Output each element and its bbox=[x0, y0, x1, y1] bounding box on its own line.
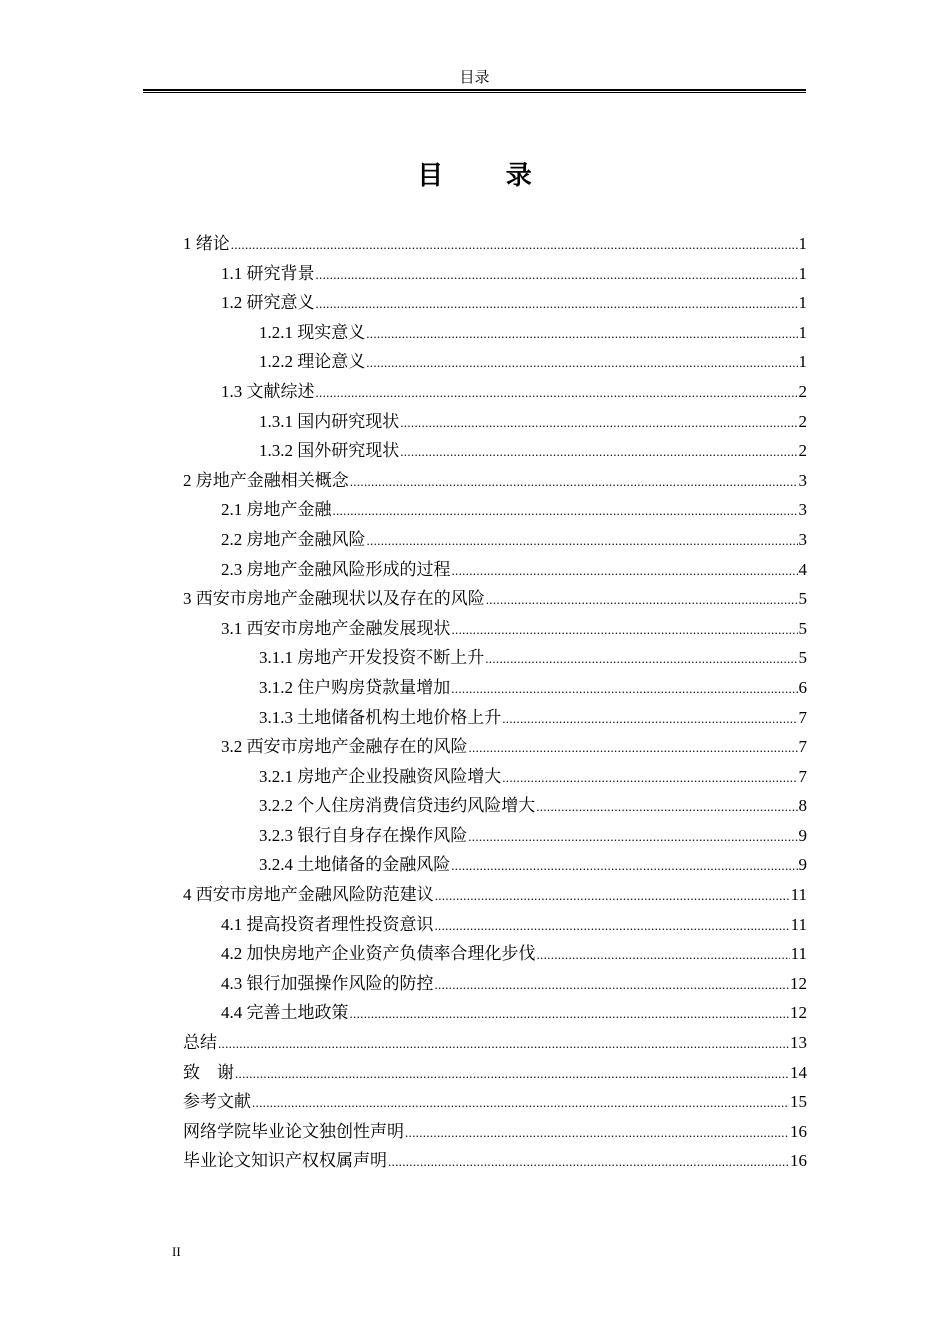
toc-entry[interactable] bbox=[183, 850, 807, 880]
toc-entry[interactable] bbox=[183, 1087, 807, 1117]
toc-entry-page: 7 bbox=[798, 707, 807, 727]
toc-entry-label: 3.2.1 房地产企业投融资风险增大 bbox=[259, 766, 502, 786]
toc-dot-leader bbox=[252, 1088, 789, 1118]
toc-entry-page: 2 bbox=[798, 411, 807, 431]
toc-entry-page: 12 bbox=[790, 973, 807, 993]
toc-dot-leader bbox=[350, 999, 790, 1029]
toc-entry-label: 4.1 提高投资者理性投资意识 bbox=[221, 914, 434, 934]
toc-entry[interactable] bbox=[183, 229, 807, 259]
toc-entry[interactable] bbox=[183, 584, 807, 614]
toc-dot-leader bbox=[452, 556, 798, 586]
toc-dot-leader bbox=[502, 704, 797, 734]
toc-dot-leader bbox=[451, 674, 797, 704]
page-number: II bbox=[172, 1244, 181, 1259]
toc-entry-page: 16 bbox=[790, 1151, 807, 1171]
toc-entry-label: 3.2 西安市房地产金融存在的风险 bbox=[221, 737, 468, 757]
toc-entry[interactable] bbox=[183, 998, 807, 1028]
header-rule bbox=[143, 89, 806, 93]
toc-entry[interactable] bbox=[183, 318, 807, 348]
toc-entry-label: 网络学院毕业论文独创性声明 bbox=[183, 1121, 404, 1141]
toc-entry[interactable] bbox=[183, 407, 807, 437]
toc-entry-page: 5 bbox=[798, 589, 807, 609]
toc-entry-page: 3 bbox=[798, 470, 807, 490]
toc-entry-page: 3 bbox=[798, 500, 807, 520]
toc-entry-page: 11 bbox=[790, 914, 807, 934]
toc-entry[interactable] bbox=[183, 880, 807, 910]
toc-entry-page: 1 bbox=[798, 352, 807, 372]
toc-entry-page: 1 bbox=[798, 293, 807, 313]
toc-entry-page: 2 bbox=[798, 381, 807, 401]
toc-dot-leader bbox=[537, 940, 790, 970]
toc-dot-leader bbox=[405, 1118, 789, 1148]
toc-entry-label: 3.2.2 个人住房消费信贷违约风险增大 bbox=[259, 796, 536, 816]
toc-entry[interactable] bbox=[183, 939, 807, 969]
toc-dot-leader bbox=[485, 644, 797, 674]
toc-entry-label: 3.1.2 住户购房贷款量增加 bbox=[259, 677, 451, 697]
toc-dot-leader bbox=[366, 348, 797, 378]
toc-entry-label: 3.1.1 房地产开发投资不断上升 bbox=[259, 648, 485, 668]
toc-entry-label: 参考文献 bbox=[183, 1092, 251, 1112]
toc-entry-label: 4.4 完善土地政策 bbox=[221, 1003, 349, 1023]
toc-dot-leader bbox=[469, 733, 798, 763]
toc-dot-leader bbox=[468, 822, 797, 852]
toc-entry-label: 1.1 研究背景 bbox=[221, 263, 315, 283]
toc-entry[interactable] bbox=[183, 377, 807, 407]
running-header: 目录 bbox=[459, 70, 490, 86]
toc-entry-page: 14 bbox=[790, 1062, 807, 1082]
toc-dot-leader bbox=[367, 526, 798, 556]
toc-entry[interactable] bbox=[183, 288, 807, 318]
toc-entry-label: 3 西安市房地产金融现状以及存在的风险 bbox=[183, 589, 485, 609]
toc-dot-leader bbox=[502, 763, 797, 793]
toc-dot-leader bbox=[400, 408, 797, 438]
toc-dot-leader bbox=[333, 496, 798, 526]
toc-entry-page: 5 bbox=[798, 618, 807, 638]
toc-dot-leader bbox=[316, 289, 798, 319]
toc-entry-page: 9 bbox=[798, 825, 807, 845]
toc-entry[interactable] bbox=[183, 910, 807, 940]
toc-entry-label: 毕业论文知识产权权属声明 bbox=[183, 1151, 387, 1171]
toc-entry-label: 1 绪论 bbox=[183, 234, 230, 253]
toc-entry[interactable] bbox=[183, 614, 807, 644]
toc-entry-label: 1.3 文献综述 bbox=[221, 381, 315, 401]
toc-entry-label: 4 西安市房地产金融风险防范建议 bbox=[183, 885, 434, 905]
toc-entry[interactable] bbox=[183, 466, 807, 496]
toc-entry-page: 6 bbox=[798, 677, 807, 697]
toc-dot-leader bbox=[435, 911, 790, 941]
toc-entry-label: 总结 bbox=[183, 1033, 217, 1053]
toc-entry[interactable] bbox=[183, 673, 807, 703]
toc-dot-leader bbox=[451, 851, 797, 881]
toc-entry[interactable] bbox=[183, 732, 807, 762]
toc-entry[interactable] bbox=[183, 525, 807, 555]
toc-entry[interactable] bbox=[183, 347, 807, 377]
toc-entry-page: 2 bbox=[798, 441, 807, 461]
toc-entry[interactable] bbox=[183, 259, 807, 289]
toc-entry-page: 5 bbox=[798, 648, 807, 668]
toc-entry[interactable] bbox=[183, 1117, 807, 1147]
toc-entry-page: 11 bbox=[790, 885, 807, 905]
toc-dot-leader bbox=[235, 1059, 789, 1089]
toc-dot-leader bbox=[218, 1029, 789, 1059]
toc-entry-page: 8 bbox=[798, 796, 807, 816]
toc-dot-leader bbox=[486, 585, 798, 615]
toc-entry-label: 1.2 研究意义 bbox=[221, 293, 315, 313]
toc-entry-label: 3.2.3 银行自身存在操作风险 bbox=[259, 825, 468, 845]
toc-entry-label: 1.2.1 现实意义 bbox=[259, 322, 366, 342]
toc-dot-leader bbox=[435, 881, 790, 911]
toc-entry[interactable] bbox=[183, 495, 807, 525]
toc-entry-page: 7 bbox=[798, 737, 807, 757]
toc-dot-leader bbox=[435, 970, 790, 1000]
toc-dot-leader bbox=[400, 437, 797, 467]
toc-dot-leader bbox=[366, 319, 797, 349]
toc-entry[interactable] bbox=[183, 1146, 807, 1176]
toc-entry-page: 15 bbox=[790, 1092, 807, 1112]
toc-entry-page: 13 bbox=[790, 1033, 807, 1053]
toc-dot-leader bbox=[452, 615, 798, 645]
toc-dot-leader bbox=[350, 467, 798, 497]
toc-entry-page: 16 bbox=[790, 1121, 807, 1141]
toc-entry[interactable] bbox=[183, 1028, 807, 1058]
toc-entry[interactable] bbox=[183, 821, 807, 851]
toc-entry-label: 2.2 房地产金融风险 bbox=[221, 529, 366, 549]
toc-entry-label: 2.1 房地产金融 bbox=[221, 500, 332, 520]
toc-entry-label: 3.2.4 土地储备的金融风险 bbox=[259, 855, 451, 875]
toc-entry[interactable] bbox=[183, 703, 807, 733]
toc-entry-label: 4.2 加快房地产企业资产负债率合理化步伐 bbox=[221, 944, 536, 964]
toc-title: 目 录 bbox=[417, 161, 560, 190]
toc-entry-page: 12 bbox=[790, 1003, 807, 1023]
toc-dot-leader bbox=[231, 230, 798, 260]
toc-entry-page: 9 bbox=[798, 855, 807, 875]
toc-entry-page: 11 bbox=[790, 944, 807, 964]
toc-entry-page: 4 bbox=[798, 559, 807, 579]
toc-entry-label: 致 谢 bbox=[183, 1062, 234, 1082]
toc-entry-label: 1.3.1 国内研究现状 bbox=[259, 411, 400, 431]
toc-entry-label: 2 房地产金融相关概念 bbox=[183, 470, 349, 490]
toc-entry-label: 1.2.2 理论意义 bbox=[259, 352, 366, 372]
toc-entry[interactable] bbox=[183, 643, 807, 673]
toc-entry-page: 7 bbox=[798, 766, 807, 786]
toc-dot-leader bbox=[316, 378, 798, 408]
toc-dot-leader bbox=[536, 792, 797, 822]
toc-entry-page: 1 bbox=[798, 263, 807, 283]
toc-entry-label: 2.3 房地产金融风险形成的过程 bbox=[221, 559, 451, 579]
toc-entry[interactable] bbox=[183, 762, 807, 792]
toc-dot-leader bbox=[388, 1147, 789, 1177]
toc-entry[interactable] bbox=[183, 791, 807, 821]
toc-dot-leader bbox=[316, 260, 798, 290]
toc-entry[interactable] bbox=[183, 969, 807, 999]
toc-entry-page: 1 bbox=[798, 322, 807, 342]
table-of-contents bbox=[183, 229, 807, 1176]
toc-entry[interactable] bbox=[183, 436, 807, 466]
toc-entry[interactable] bbox=[183, 1058, 807, 1088]
toc-entry-label: 1.3.2 国外研究现状 bbox=[259, 441, 400, 461]
toc-entry-label: 3.1 西安市房地产金融发展现状 bbox=[221, 618, 451, 638]
toc-entry-label: 3.1.3 土地储备机构土地价格上升 bbox=[259, 707, 502, 727]
toc-entry-page: 3 bbox=[798, 529, 807, 549]
toc-entry[interactable] bbox=[183, 555, 807, 585]
toc-entry-page: 1 bbox=[798, 234, 807, 253]
toc-entry-label: 4.3 银行加强操作风险的防控 bbox=[221, 973, 434, 993]
